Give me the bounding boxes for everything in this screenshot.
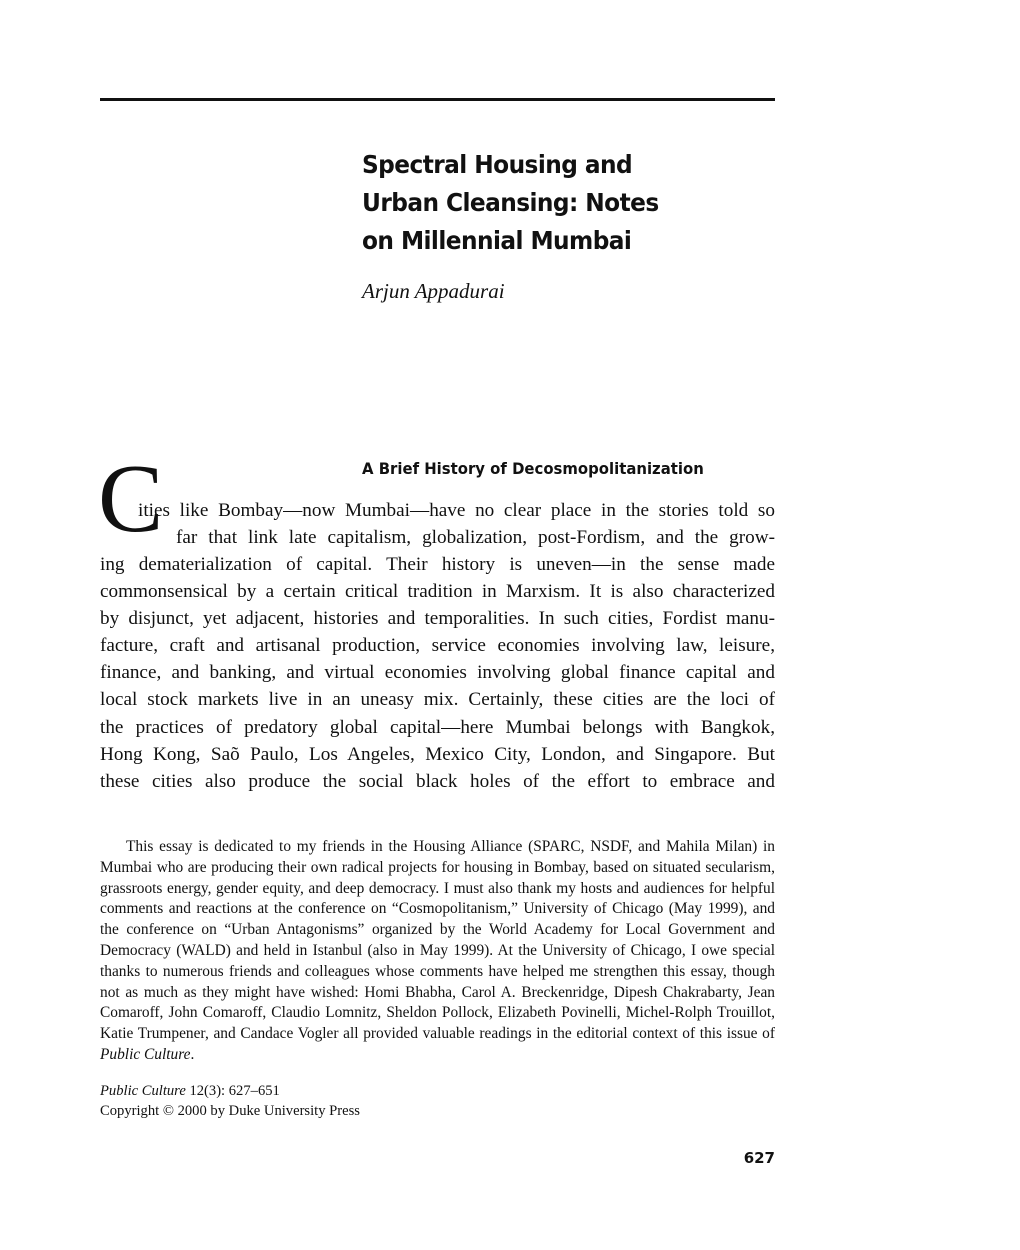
body-line: far that link late capitalism, globalization, post-Fordism, and the grow- (176, 527, 775, 548)
citation-issue-pages: 12(3): 627–651 (185, 1083, 280, 1099)
copyright-line: Copyright © 2000 by Duke University Press (100, 1103, 360, 1119)
citation-journal: Public Culture (100, 1083, 186, 1099)
article-author: Arjun Appadurai (362, 279, 505, 303)
body-line: ities like Bombay—now Mumbai—have no clear place in the stories told so (138, 500, 775, 521)
acknowledgement-footnote (100, 837, 775, 1066)
body-line: facture, craft and artisanal production, service economies involving law, leisure, (100, 635, 775, 656)
article-header (362, 146, 782, 304)
journal-citation (100, 1081, 360, 1121)
footnote-journal-title: Public Culture (100, 1045, 191, 1063)
header-rule (100, 98, 775, 101)
body-line: by disjunct, yet adjacent, histories and temporalities. In such cities, Fordist manu- (100, 608, 775, 629)
citation-line (100, 1081, 360, 1101)
section-heading: A Brief History of Decosmopolitanization (362, 459, 704, 478)
body-line: these cities also produce the social black holes of the effort to embrace and (100, 771, 775, 792)
body-line: ing dematerialization of capital. Their history is uneven—in the sense made (100, 554, 775, 575)
article-title-line-1: Spectral Housing and (362, 150, 633, 179)
article-title-line-3: on Millennial Mumbai (362, 226, 632, 255)
footnote-end: . (190, 1045, 195, 1063)
footnote-text: This essay is dedicated to my friends in the Housing Alliance (SPARC, NSDF, and Mahila Milan) in Mumbai who are producing their own radical projects for housing in Bombay, based on situated secularism, grassroots energy, gender equity, and deep democracy. I must also thank my hosts and audiences for helpful comments and reactions at the conference on “Cosmopolitanism,” University of Chicago (May 1999), and the conference on “Urban Antagonisms” organized by the World Academy for Local Government and Democracy (WALD) and held in Istanbul (also in May 1999). At the University of Chicago, I owe special thanks to numerous friends and colleagues whose comments have helped me strengthen this essay, though not as much as they might have wished: Homi Bhabha, Carol A. Breckenridge, Dipesh Chakrabarty, Jean Comaroff, John Comaroff, Claudio Lomnitz, Sheldon Pollock, Elizabeth Povinelli, Michel-Rolph Trouillot, Katie Trumpener, and Candace Vogler all provided valuable readings in the editorial context of this issue of (100, 838, 775, 1043)
body-line: the practices of predatory global capital—here Mumbai belongs with Bangkok, (100, 717, 775, 738)
body-line: commonsensical by a certain critical tradition in Marxism. It is also characterized (100, 581, 775, 602)
body-line: finance, and banking, and virtual economies involving global finance capital and (100, 662, 775, 683)
article-title-line-2: Urban Cleansing: Notes (362, 188, 659, 217)
body-line: Hong Kong, Saõ Paulo, Los Angeles, Mexico City, London, and Singapore. But (100, 744, 775, 765)
body-line: local stock markets live in an uneasy mix. Certainly, these cities are the loci of (100, 689, 775, 710)
page-number: 627 (743, 1149, 775, 1167)
drop-cap: C (98, 445, 164, 553)
